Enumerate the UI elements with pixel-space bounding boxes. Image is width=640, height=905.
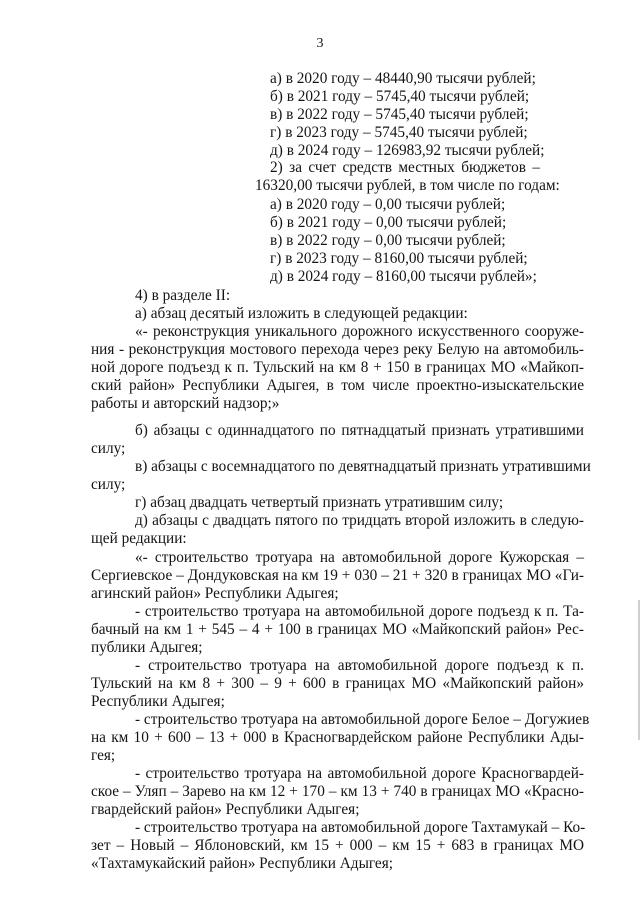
- budget-line: б) в 2021 году – 0,00 тысячи рублей;: [270, 214, 507, 231]
- paragraph-line: на км 10 + 600 – 13 + 000 в Красногвардейском районе Республики Ады-: [91, 729, 584, 746]
- paragraph-line: - строительство тротуара на автомобильной дороге подъезд к п. Та-: [135, 603, 584, 620]
- paragraph-line: публики Адыгея;: [91, 639, 203, 656]
- budget-line: а) в 2020 году – 48440,90 тысячи рублей;: [270, 70, 536, 87]
- paragraph-line: силу;: [91, 476, 126, 493]
- budget-line: в) в 2022 году – 5745,40 тысячи рублей;: [270, 106, 529, 123]
- paragraph-line: гея;: [91, 747, 116, 764]
- paragraph-line: зет – Новый – Яблоновский, км 15 + 000 – км 15 + 683 в границах МО: [91, 837, 584, 854]
- paragraph-line: ское – Уляп – Зарево на км 12 + 170 – км 13 + 740 в границах МО «Красно-: [91, 783, 584, 800]
- paragraph-line: агинский район» Республики Адыгея;: [91, 585, 339, 602]
- budget-line: д) в 2024 году – 126983,92 тысячи рублей;: [270, 142, 545, 159]
- paragraph-line: ной дороге подъезд к п. Тульский на км 8 + 150 в границах МО «Майкоп-: [91, 359, 584, 376]
- budget-line: а) в 2020 году – 0,00 тысячи рублей;: [270, 196, 506, 213]
- paragraph-line: «- строительство тротуара на автомобильной дороге Кужорская –: [135, 549, 584, 566]
- budget-line: г) в 2023 году – 8160,00 тысячи рублей;: [270, 250, 528, 267]
- paragraph-line: д) абзацы с двадцать пятого по тридцать второй изложить в следую-: [135, 512, 584, 529]
- budget-line: в) в 2022 году – 0,00 тысячи рублей;: [270, 232, 506, 249]
- paragraph-line: гвардейский район» Республики Адыгея;: [91, 801, 360, 818]
- paragraph-line: ния - реконструкция мостового перехода через реку Белую на автомобиль-: [91, 341, 584, 358]
- paragraph-line: Республики Адыгея;: [91, 693, 225, 710]
- paragraph-line: б) абзацы с одиннадцатого по пятнадцатый признать утратившими: [135, 422, 584, 439]
- paragraph-line: работы и авторский надзор;»: [91, 395, 280, 412]
- paragraph-line: «Тахтамукайский район» Республики Адыгея;: [91, 855, 394, 872]
- budget-line: 2) за счет средств местных бюджетов –: [270, 159, 540, 176]
- budget-line: 16320,00 тысячи рублей, в том числе по годам:: [255, 177, 560, 194]
- paragraph-line: силу;: [91, 440, 126, 457]
- section-item: 4) в разделе II:: [135, 287, 231, 304]
- page-number: 3: [316, 36, 324, 51]
- budget-line: д) в 2024 году – 8160,00 тысячи рублей»;: [270, 268, 537, 285]
- paragraph-line: - строительство тротуара на автомобильной дороге Красногвардей-: [135, 765, 584, 782]
- paragraph-line: г) абзац двадцать четвертый признать утратившим силу;: [135, 494, 504, 511]
- paragraph-line: - строительство тротуара на автомобильной дороге Тахтамукай – Ко-: [135, 819, 586, 836]
- paragraph-line: ский район» Республики Адыгея, в том числе проектно-изыскательские: [91, 377, 584, 394]
- paragraph-line: - строительство тротуара на автомобильной дороге подъезд к п.: [135, 657, 584, 674]
- paragraph-line: щей редакции:: [91, 530, 187, 547]
- paragraph-line: в) абзацы с восемнадцатого по девятнадцатый признать утратившими: [135, 458, 591, 475]
- paragraph-line: бачный на км 1 + 545 – 4 + 100 в границах МО «Майкопский район» Рес-: [91, 621, 584, 638]
- paragraph-line: - строительство тротуара на автомобильной дороге Белое – Догужиев: [135, 711, 590, 728]
- budget-line: г) в 2023 году – 5745,40 тысячи рублей;: [270, 124, 528, 141]
- paragraph-line: а) абзац десятый изложить в следующей редакции:: [135, 305, 468, 322]
- paragraph-line: Сергиевское – Дондуковская на км 19 + 030 – 21 + 320 в границах МО «Ги-: [91, 567, 584, 584]
- paragraph-line: «- реконструкция уникального дорожного искусственного сооруже-: [135, 323, 584, 340]
- paragraph-line: Тульский на км 8 + 300 – 9 + 600 в границах МО «Майкопский район»: [91, 675, 584, 692]
- budget-line: б) в 2021 году – 5745,40 тысячи рублей;: [270, 88, 530, 105]
